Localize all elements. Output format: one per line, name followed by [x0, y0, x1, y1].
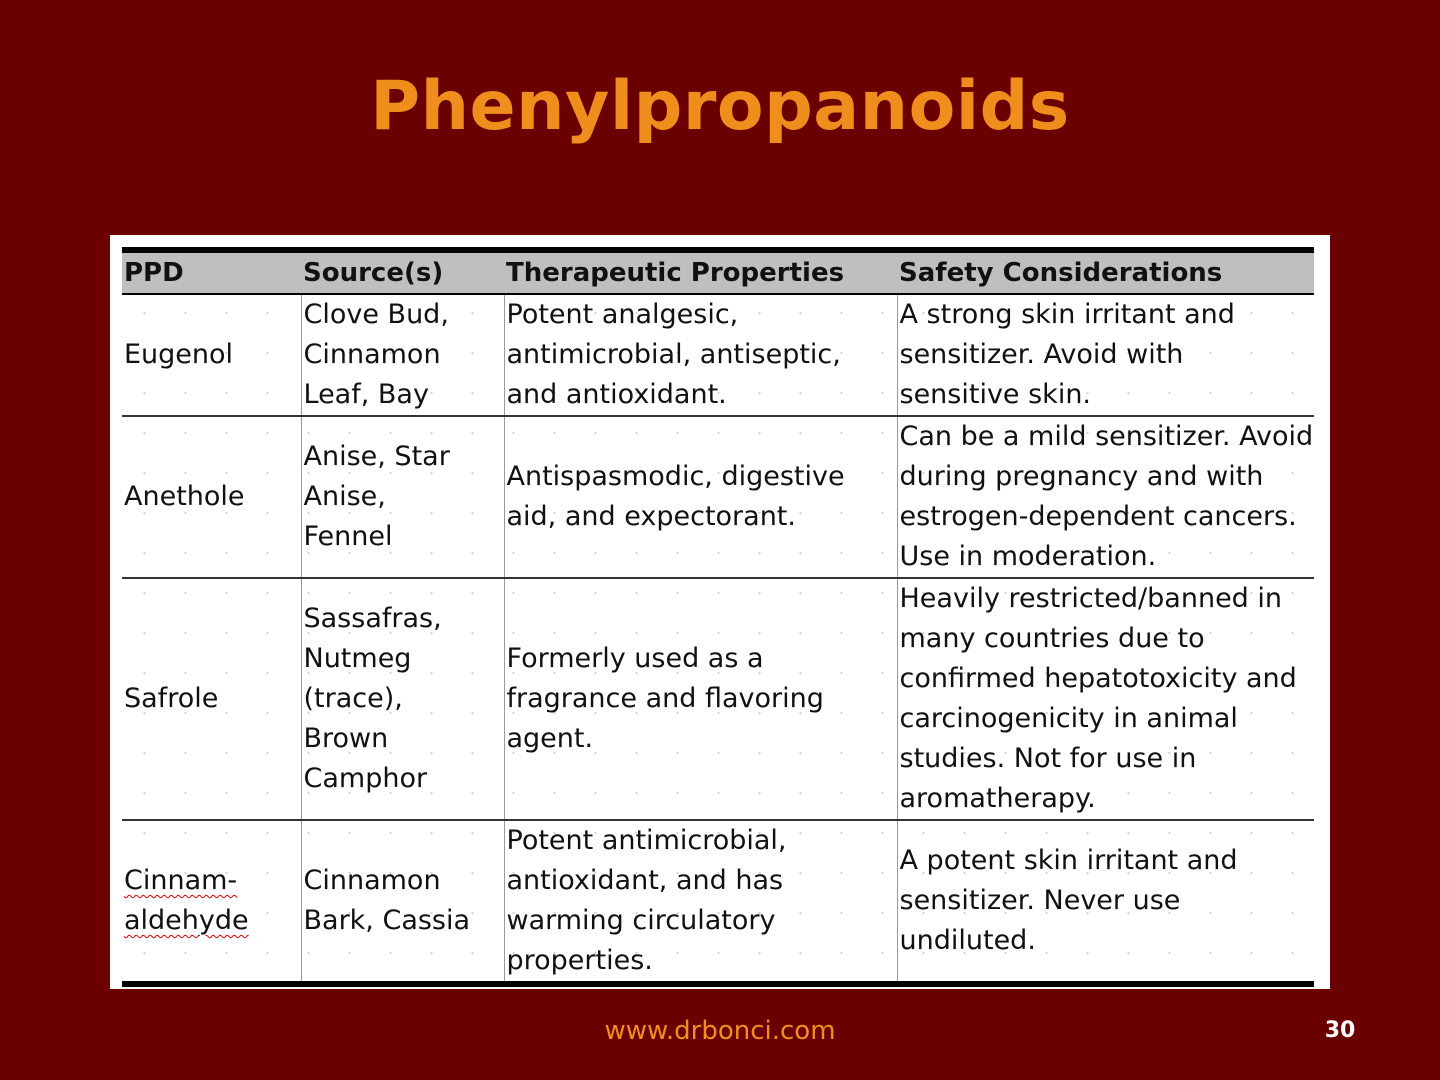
ppd-cell: [122, 820, 301, 984]
therapeutic-cell: [504, 578, 897, 820]
slide-number: 30: [1324, 1018, 1356, 1043]
safety-cell: [897, 416, 1314, 578]
safety-cell: [897, 294, 1314, 416]
sources-text: Clove Bud, Cinnamon Leaf, Bay: [303, 299, 449, 410]
sources-cell: [301, 820, 504, 984]
safety-text: A strong skin irritant and sensitizer. Avoid with sensitive skin.: [899, 299, 1235, 410]
therapeutic-cell: [504, 294, 897, 416]
therapeutic-text: Potent analgesic, antimicrobial, antiseptic, and antioxidant.: [506, 299, 841, 410]
ppd-name: Eugenol: [124, 339, 234, 370]
safety-cell: [897, 820, 1314, 984]
therapeutic-text: Potent antimicrobial, antioxidant, and has warming circulatory properties.: [506, 825, 787, 976]
header-sources: Source(s): [301, 250, 504, 294]
therapeutic-cell: [504, 820, 897, 984]
header-ppd: PPD: [122, 250, 301, 294]
sources-text: Anise, Star Anise, Fennel: [303, 441, 450, 552]
ppd-cell: [122, 416, 301, 578]
sources-cell: [301, 578, 504, 820]
ppd-cell: [122, 578, 301, 820]
sources-cell: [301, 416, 504, 578]
footer-website-link[interactable]: www.drbonci.com: [604, 1016, 836, 1046]
table-header-row: [122, 250, 1314, 294]
ppd-cell: [122, 294, 301, 416]
therapeutic-cell: [504, 416, 897, 578]
table-row: [122, 820, 1314, 984]
ppd-name: Cinnam- aldehyde: [124, 865, 249, 936]
table-panel: [110, 235, 1330, 989]
safety-cell: [897, 578, 1314, 820]
table-row: [122, 416, 1314, 578]
ppd-name: Anethole: [124, 481, 245, 512]
safety-text: Can be a mild sensitizer. Avoid during pregnancy and with estrogen-dependent cancers. Use in moderation.: [899, 421, 1314, 572]
therapeutic-text: Antispasmodic, digestive aid, and expectorant.: [506, 461, 845, 532]
ppd-name: Safrole: [124, 683, 219, 714]
sources-text: Cinnamon Bark, Cassia: [303, 865, 471, 936]
sources-text: Sassafras, Nutmeg (trace), Brown Camphor: [303, 603, 442, 794]
safety-text: A potent skin irritant and sensitizer. Never use undiluted.: [899, 845, 1238, 956]
slide-title: Phenylpropanoids: [370, 67, 1070, 146]
table-row: [122, 294, 1314, 416]
table-row: [122, 578, 1314, 820]
phenylpropanoids-table: [122, 247, 1314, 987]
safety-text: Heavily restricted/banned in many countries due to confirmed hepatotoxicity and carcinogenicity in animal studies. Not for use in aromatherapy.: [899, 583, 1297, 814]
therapeutic-text: Formerly used as a fragrance and flavoring agent.: [506, 643, 824, 754]
header-therapeutic-properties: Therapeutic Properties: [504, 250, 897, 294]
sources-cell: [301, 294, 504, 416]
header-safety-considerations: Safety Considerations: [897, 250, 1314, 294]
